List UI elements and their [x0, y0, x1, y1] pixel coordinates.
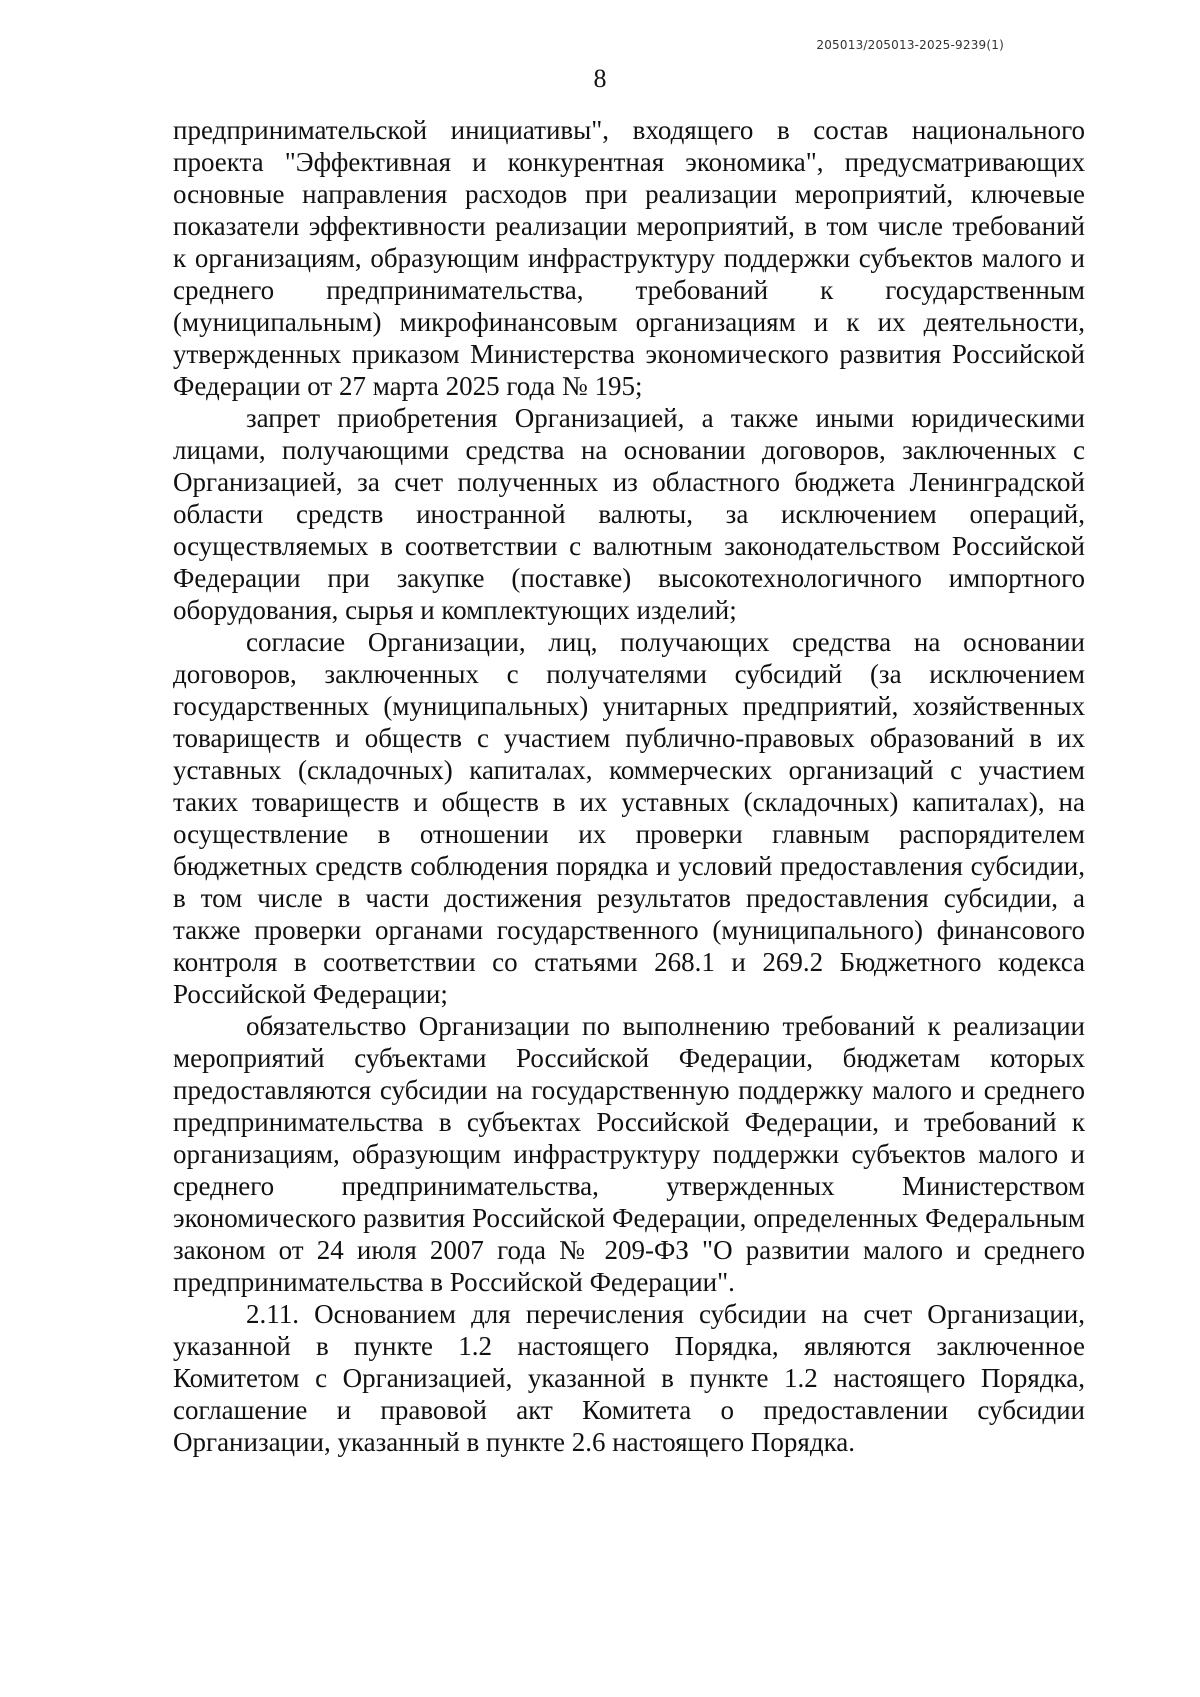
paragraph-currency-prohibition: запрет приобретения Организацией, а также иными юридическими лицами, получающими средства на основании договоров, заключенных с Организацией, за счет полученных из областного бюджета Ленинградской области средств иностранной валюты, за исключением операций, осуществляемых в соответствии с валютным законодательством Российской Федерации при закупке (поставке) высокотехнологичного импортного оборудования, сырья и комплектующих изделий;: [173, 403, 1085, 625]
paragraph-requirements-obligation: обязательство Организации по выполнению требований к реализации мероприятий субъектами Российской Федерации, бюджетам которых предоставляются субсидии на государственную поддержку малого и среднего предпринимательства в субъектах Российской Федерации, и требований к организациям, образующим инфраструктуру поддержки субъектов малого и среднего предпринимательства, утвержденных Министерством экономического развития Российской Федерации, определенных Федеральным законом от 24 июля 2007 года № 209-ФЗ "О развитии малого и среднего предпринимательства в Российской Федерации".: [173, 1011, 1085, 1297]
document-registration-number: 205013/205013-2025-9239(1): [816, 38, 1004, 52]
paragraph-2-11: 2.11. Основанием для перечисления субсидии на счет Организации, указанной в пункте 1.2 настоящего Порядка, являются заключенное Комитетом с Организацией, указанной в пункте 1.2 настоящего Порядка, соглашение и правовой акт Комитета о предоставлении субсидии Организации, указанный в пункте 2.6 настоящего Порядка.: [173, 1299, 1085, 1457]
page-number: 8: [593, 64, 607, 93]
paragraph-continuation: предпринимательской инициативы", входящего в состав национального проекта "Эффективная и конкурентная экономика", предусматривающих основные направления расходов при реализации мероприятий, ключевые показатели эффективности реализации мероприятий, в том числе требований к организациям, образующим инфраструктуру поддержки субъектов малого и среднего предпринимательства, требований к государственным (муниципальным) микрофинансовым организациям и к их деятельности, утвержденных приказом Министерства экономического развития Российской Федерации от 27 марта 2025 года № 195;: [173, 115, 1085, 401]
paragraph-audit-consent: согласие Организации, лиц, получающих средства на основании договоров, заключенных с получателями субсидий (за исключением государственных (муниципальных) унитарных предприятий, хозяйственных товариществ и обществ с участием публично-правовых образований в их уставных (складочных) капиталах, коммерческих организаций с участием таких товариществ и обществ в их уставных (складочных) капиталах), на осуществление в отношении их проверки главным распорядителем бюджетных средств соблюдения порядка и условий предоставления субсидии, в том числе в части достижения результатов предоставления субсидии, а также проверки органами государственного (муниципального) финансового контроля в соответствии со статьями 268.1 и 269.2 Бюджетного кодекса Российской Федерации;: [173, 627, 1085, 1009]
document-body: [173, 114, 1085, 1458]
